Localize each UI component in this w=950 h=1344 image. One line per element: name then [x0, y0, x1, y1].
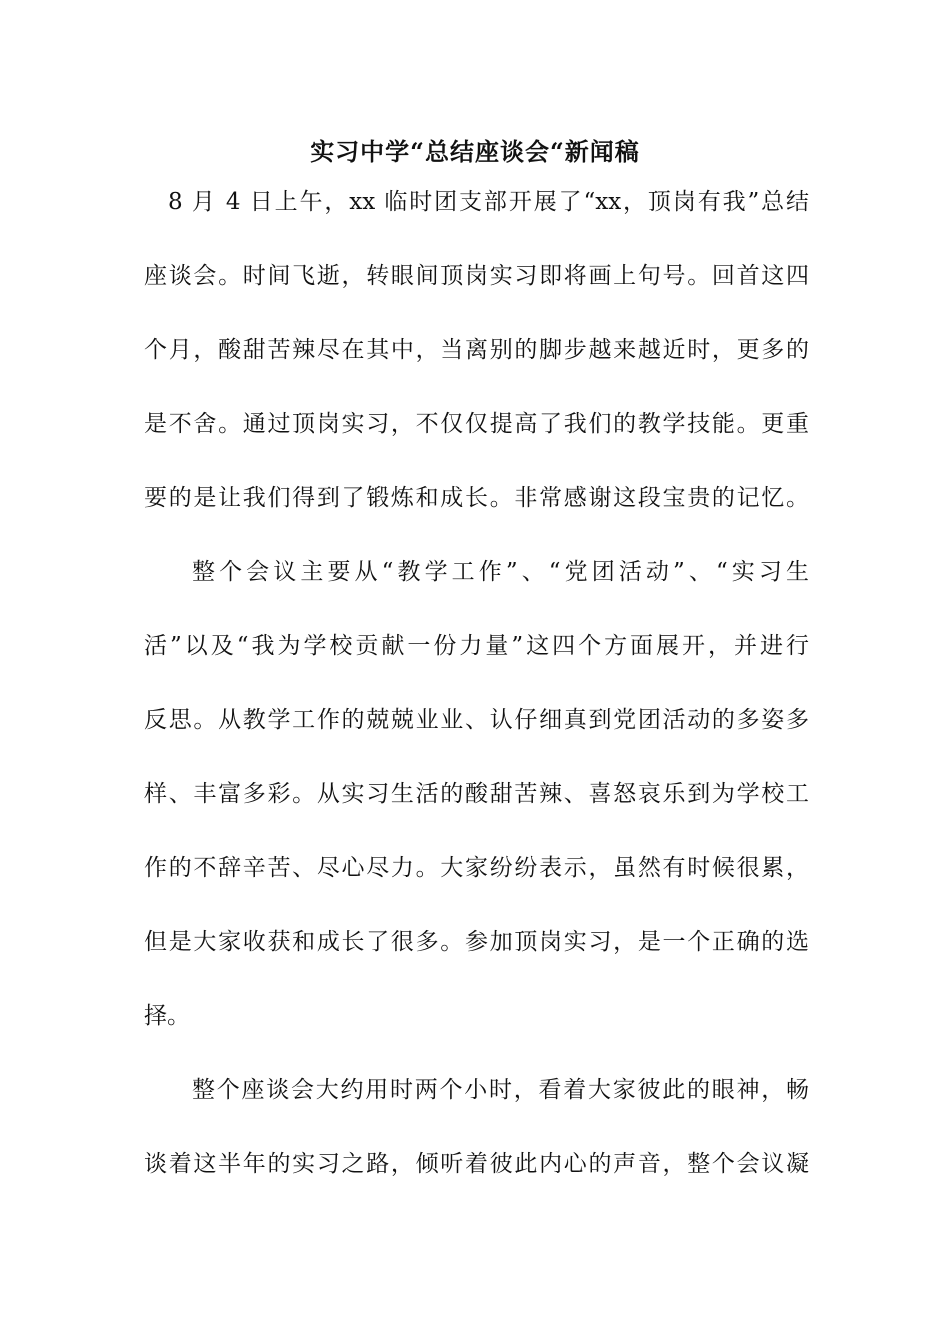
paragraph-line: 要的是让我们得到了锻炼和成长。非常感谢这段宝贵的记忆。 [144, 485, 809, 511]
paragraph-line: 整个会议主要从“教学工作”、“党团活动”、“实习生 [192, 559, 809, 585]
paragraph-line: 作的不辞辛苦、尽心尽力。大家纷纷表示，虽然有时候很累， [144, 855, 809, 881]
paragraph-line: 是不舍。通过顶岗实习，不仅仅提高了我们的教学技能。更重 [144, 411, 809, 437]
document-title: 实习中学“总结座谈会“新闻稿 [310, 137, 640, 166]
paragraph-line: 反思。从教学工作的兢兢业业、认仔细真到党团活动的多姿多 [144, 707, 809, 733]
paragraph-line: 活”以及“我为学校贡献一份力量”这四个方面展开，并进行 [144, 633, 809, 659]
paragraph-line: 个月，酸甜苦辣尽在其中，当离别的脚步越来越近时，更多的 [144, 337, 809, 363]
paragraph-line: 择。 [144, 1003, 190, 1029]
paragraph-line: 8 月 4 日上午，xx 临时团支部开展了“xx，顶岗有我”总结 [168, 189, 809, 215]
paragraph-line: 座谈会。时间飞逝，转眼间顶岗实习即将画上句号。回首这四 [144, 263, 809, 289]
paragraph-line: 整个座谈会大约用时两个小时，看着大家彼此的眼神，畅 [192, 1077, 809, 1103]
paragraph-line: 谈着这半年的实习之路，倾听着彼此内心的声音，整个会议凝 [144, 1151, 809, 1177]
paragraph-line: 但是大家收获和成长了很多。参加顶岗实习，是一个正确的选 [144, 929, 809, 955]
paragraph-line: 样、丰富多彩。从实习生活的酸甜苦辣、喜怒哀乐到为学校工 [144, 781, 809, 807]
